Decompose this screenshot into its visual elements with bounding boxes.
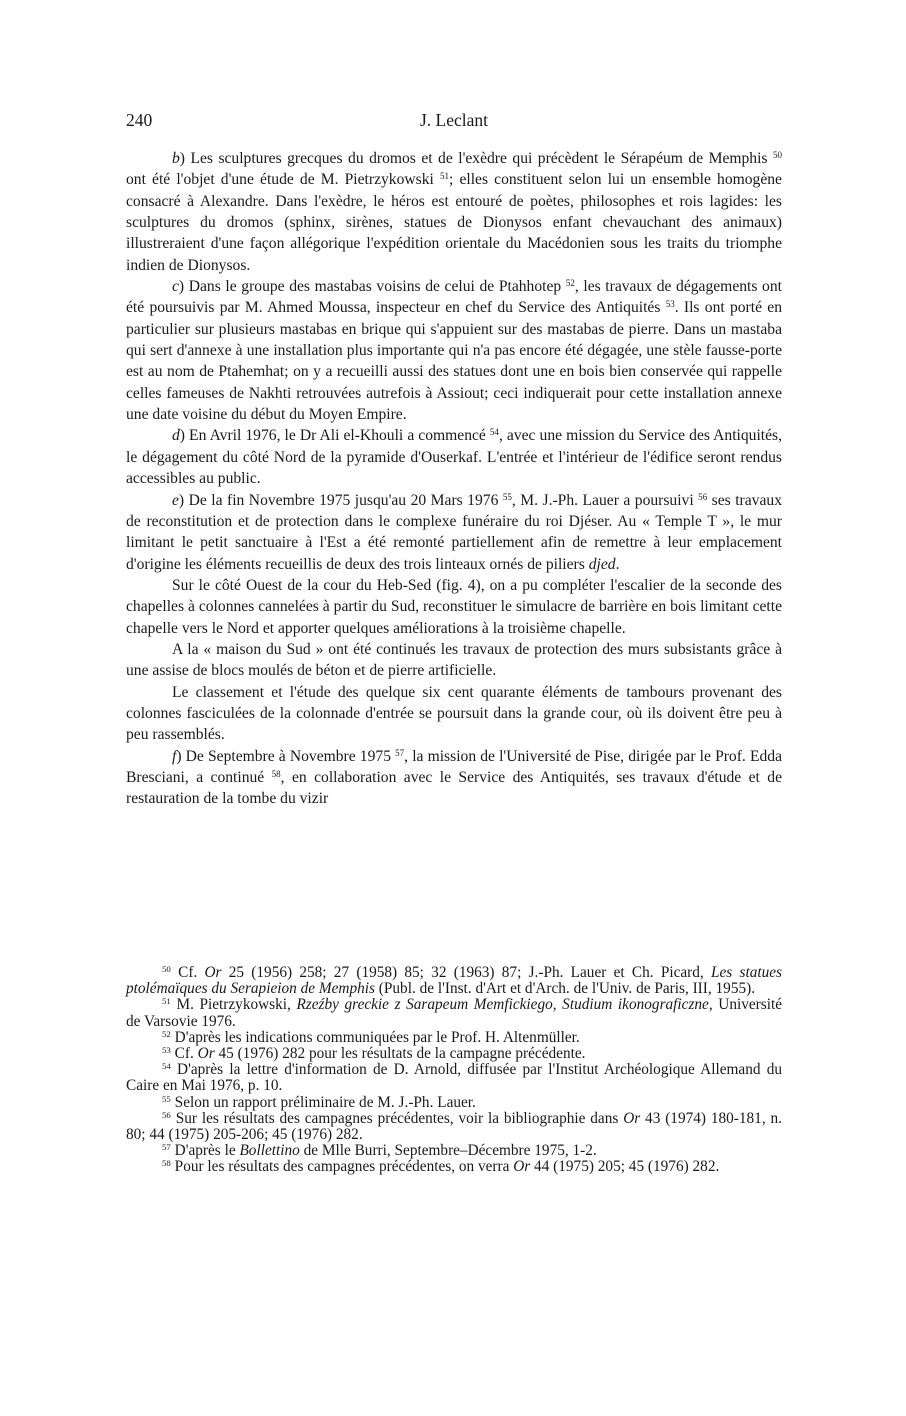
text-run: , Université de Varsovie 1976. bbox=[126, 996, 783, 1030]
italic-text: Or bbox=[204, 964, 222, 981]
body-text bbox=[126, 148, 782, 810]
text-run: 44 (1975) 205; 45 (1976) 282. bbox=[530, 1158, 720, 1176]
text-run: . bbox=[615, 555, 620, 573]
footnote-58 bbox=[126, 1159, 782, 1175]
italic-text: Rzeźby greckie z Sarapeum Memfickiego, Studium ikonograficzne bbox=[296, 996, 709, 1014]
note-ref: 57 bbox=[395, 747, 405, 758]
note-ref: 51 bbox=[439, 171, 449, 182]
note-ref: 50 bbox=[162, 964, 171, 975]
italic-text: djed bbox=[588, 555, 616, 573]
paragraph-c bbox=[126, 276, 782, 425]
running-header bbox=[126, 110, 782, 136]
text-run: M. Pietrzykowski, bbox=[170, 996, 297, 1014]
running-head-author: J. Leclant bbox=[419, 110, 489, 130]
footnote-55 bbox=[126, 1095, 782, 1111]
text-run: Cf. bbox=[170, 964, 205, 981]
italic-text: e bbox=[172, 491, 179, 509]
text-run: D'après le bbox=[170, 1142, 240, 1160]
text-run: ) De Septembre à Novembre 1975 bbox=[176, 747, 396, 765]
footnotes bbox=[126, 965, 782, 1176]
note-ref: 53 bbox=[665, 299, 675, 310]
text-run: ) En Avril 1976, le Dr Ali el-Khouli a commencé bbox=[179, 427, 490, 445]
text-run: ) Dans le groupe des mastabas voisins de celui de Ptahhotep bbox=[178, 278, 566, 296]
footnote-50 bbox=[126, 965, 782, 997]
note-ref: 50 bbox=[772, 150, 782, 161]
text-run: , les travaux de dégagements ont été poursuivis par M. Ahmed Moussa, inspecteur en chef du Service des Antiquités bbox=[126, 278, 782, 317]
text-run: Pour les résultats des campagnes précédentes, on verra bbox=[170, 1158, 514, 1176]
italic-text: d bbox=[172, 427, 180, 445]
paragraph-classement bbox=[126, 682, 782, 746]
text-run: (Publ. de l'Inst. d'Art et d'Arch. de l'Univ. de Paris, III, 1955). bbox=[374, 980, 756, 998]
footnote-57 bbox=[126, 1143, 782, 1159]
note-ref: 57 bbox=[162, 1142, 171, 1153]
paragraph-b bbox=[126, 148, 782, 276]
note-ref: 51 bbox=[162, 996, 171, 1007]
text-run: Le classement et l'étude des quelque six cent quarante éléments de tambours provenant des colonnes fasciculées de la colonnade d'entrée se poursuit dans la grande cour, où ils doivent être peu à peu rassemblés. bbox=[126, 683, 782, 744]
note-ref: 53 bbox=[162, 1045, 171, 1056]
text-run: ) Les sculptures grecques du dromos et de l'exèdre qui précèdent le Sérapéum de Memphis bbox=[179, 150, 773, 167]
text-run: 25 (1956) 258; 27 (1958) 85; 32 (1963) 87; J.-Ph. Lauer et Ch. Picard, bbox=[221, 964, 711, 981]
text-run: 43 (1974) 180-181, n. 80; 44 (1975) 205-206; 45 (1976) 282. bbox=[126, 1109, 782, 1144]
text-run: A la « maison du Sud » ont été continués les travaux de protection des murs subsistants grâce à une assise de blocs moulés de béton et de pierre artificielle. bbox=[126, 640, 782, 680]
italic-text: b bbox=[172, 150, 180, 167]
text-run: , avec une mission du Service des Antiquités, le dégagement du côté Nord de la pyramide d'Ouserkaf. L'entrée et l'intérieur de l'édifice seront rendus accessibles au public. bbox=[126, 427, 783, 488]
footnote-56 bbox=[126, 1111, 782, 1143]
italic-text: Or bbox=[197, 1045, 215, 1063]
note-ref: 56 bbox=[162, 1109, 171, 1120]
footnote-54 bbox=[126, 1062, 782, 1094]
text-run: ) De la fin Novembre 1975 jusqu'au 20 Mars 1976 bbox=[178, 491, 503, 509]
note-ref: 54 bbox=[162, 1061, 171, 1072]
note-ref: 52 bbox=[565, 278, 575, 289]
paragraph-d bbox=[126, 425, 782, 489]
note-ref: 54 bbox=[489, 427, 499, 438]
note-ref: 55 bbox=[162, 1093, 171, 1104]
text-run: ses travaux de reconstitution et de protection dans le complexe funéraire du roi Djéser. Au « Temple T », le mur limitant le petit sanctuaire à l'Est a été remonté partiellement afin de remettre à leur emplacement d'origine les éléments recueillis de deux des trois linteaux ornés de piliers bbox=[126, 491, 782, 573]
text-run: D'après la lettre d'information de D. Arnold, diffusée par l'Institut Archéologique Allemand du Caire en Mai 1976, p. 10. bbox=[126, 1061, 782, 1095]
text-run: Selon un rapport préliminaire de M. J.-Ph. Lauer. bbox=[170, 1093, 476, 1111]
italic-text: Bollettino bbox=[239, 1142, 300, 1160]
paragraph-heb-sed bbox=[126, 575, 782, 639]
paragraph-e bbox=[126, 490, 782, 575]
text-run: Cf. bbox=[170, 1045, 198, 1063]
text-run: de Mlle Burri, Septembre–Décembre 1975, 1-2. bbox=[299, 1142, 597, 1160]
footnote-52 bbox=[126, 1030, 782, 1046]
text-run: , M. J.-Ph. Lauer a poursuivi bbox=[511, 491, 699, 509]
italic-text: Or bbox=[623, 1109, 641, 1127]
italic-text: c bbox=[172, 278, 179, 296]
text-run: 45 (1976) 282 pour les résultats de la campagne précédente. bbox=[214, 1045, 586, 1063]
italic-text: Or bbox=[513, 1158, 531, 1176]
footnote-51 bbox=[126, 997, 782, 1029]
note-ref: 52 bbox=[162, 1028, 171, 1039]
footnote-53 bbox=[126, 1046, 782, 1062]
page-number: 240 bbox=[126, 110, 153, 130]
italic-text: f bbox=[172, 747, 177, 765]
note-ref: 58 bbox=[271, 769, 281, 779]
italic-text: Les statues ptolémaïques du Serapieion de Memphis bbox=[126, 964, 782, 998]
text-run: ont été l'objet d'une étude de M. Pietrzykowski bbox=[126, 171, 440, 189]
text-run: Sur les résultats des campagnes précédentes, voir la bibliographie dans bbox=[170, 1109, 624, 1127]
text-run: ; elles constituent selon lui un ensemble homogène consacré à Alexandre. Dans l'exèdre, le héros est entouré de poètes, philosophes et rois lagides: les sculptures du dromos (sphinx, sirènes, statues de Dionysos enfant chevauchant des animaux) illustreraient d'une façon allégorique l'expédition orientale du Macédonien sous les traits du triomphe indien de Dionysos. bbox=[126, 171, 782, 274]
text-run: , la mission de l'Université de Pise, dirigée par le Prof. Edda Bresciani, a continué bbox=[126, 747, 782, 786]
text-run: Sur le côté Ouest de la cour du Heb-Sed (fig. 4), on a pu compléter l'escalier de la seconde des chapelles à colonnes cannelées à partir du Sud, reconstituer le simulacre de barrière en bois limitant cette chapelle vers le Nord et apporter quelques améliorations à la troisième chapelle. bbox=[126, 576, 782, 637]
note-ref: 55 bbox=[502, 491, 512, 502]
text-run: . Ils ont porté en particulier sur plusieurs mastabas en brique qui s'appuient sur des mastabas de pierre. Dans un mastaba qui sert d'annexe à une installation plus importante qui n'a pas encore été dégagée, une stèle fausse-porte est au nom de Ptahemhat; on y a recueilli aussi des statues dont une en bois bien conservée qui rappelle celles fameuses de Nakhti retrouvées autrefois à Assiout; ceci indiquerait pour cette installation annexe une date voisine du début du Moyen Empire. bbox=[126, 299, 782, 424]
paragraph-maison-du-sud bbox=[126, 639, 782, 682]
text-run: D'après les indications communiquées par le Prof. H. Altenmüller. bbox=[170, 1028, 580, 1046]
text-run: , en collaboration avec le Service des Antiquités, ses travaux d'étude et de restauration de la tombe du vizir bbox=[126, 768, 782, 808]
note-ref: 58 bbox=[162, 1158, 171, 1169]
paragraph-f bbox=[126, 746, 782, 810]
note-ref: 56 bbox=[698, 491, 708, 502]
